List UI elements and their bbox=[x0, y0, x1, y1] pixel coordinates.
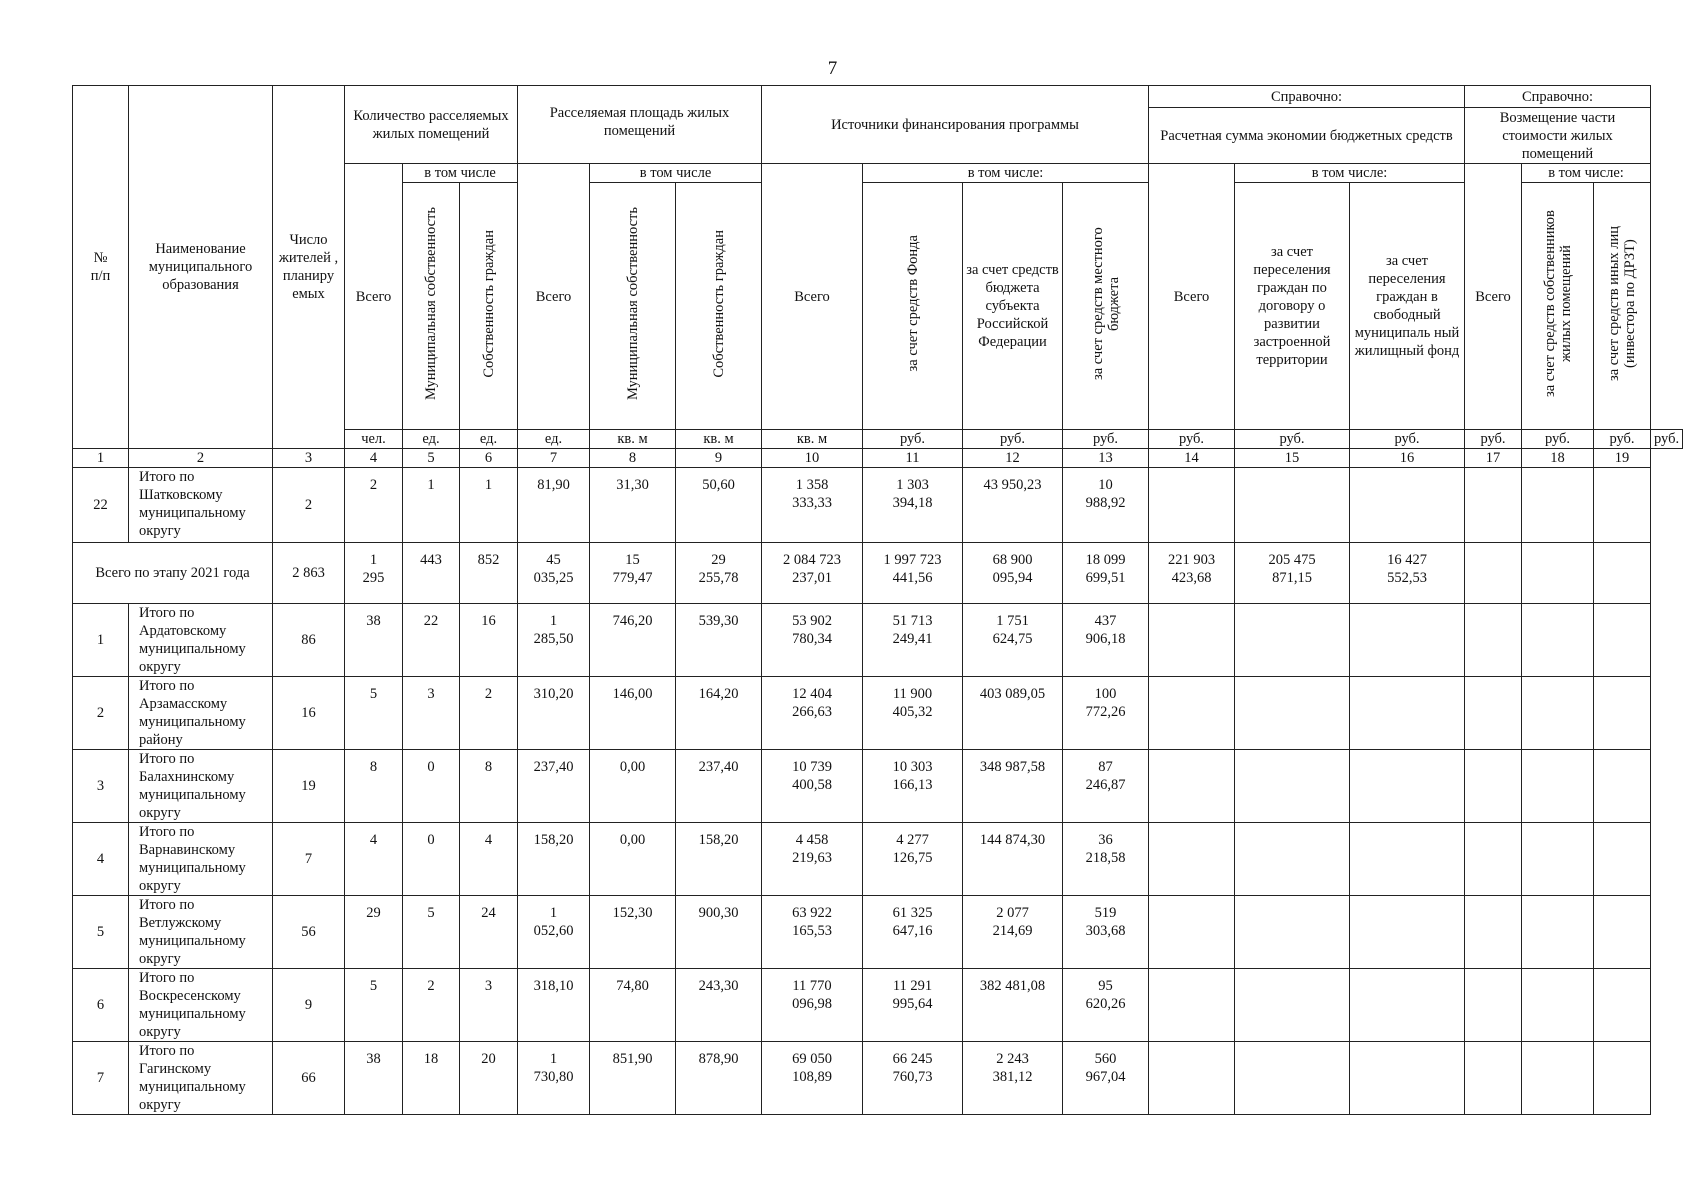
value-cell: 12 404 266,63 bbox=[762, 677, 863, 750]
value-cell: 53 902 780,34 bbox=[762, 604, 863, 677]
value-cell: 243,30 bbox=[676, 969, 762, 1042]
value-cell bbox=[1149, 823, 1235, 896]
table-row bbox=[73, 604, 1683, 677]
value-cell: 68 900 095,94 bbox=[963, 543, 1063, 604]
value-cell: 318,10 bbox=[518, 969, 590, 1042]
value-cell bbox=[1149, 677, 1235, 750]
value-cell bbox=[1235, 604, 1350, 677]
value-cell: 1 295 bbox=[345, 543, 403, 604]
value-cell: 1 303 394,18 bbox=[863, 468, 963, 543]
value-cell: 878,90 bbox=[676, 1042, 762, 1115]
header-fin-local: за счет средств местного бюджета bbox=[1063, 183, 1149, 430]
page-number: 7 bbox=[827, 58, 838, 79]
value-cell: 4 bbox=[345, 823, 403, 896]
column-number-cell: 14 bbox=[1149, 449, 1235, 468]
column-number-cell: 9 bbox=[676, 449, 762, 468]
value-cell bbox=[1594, 677, 1651, 750]
value-cell bbox=[1594, 969, 1651, 1042]
table-row bbox=[73, 543, 1683, 604]
value-cell: 2 084 723 237,01 bbox=[762, 543, 863, 604]
table-row bbox=[73, 823, 1683, 896]
unit-cell: ед. bbox=[403, 430, 460, 449]
value-cell: 10 988,92 bbox=[1063, 468, 1149, 543]
value-cell: 519 303,68 bbox=[1063, 896, 1149, 969]
value-cell: 69 050 108,89 bbox=[762, 1042, 863, 1115]
header-savings-total: Всего bbox=[1149, 164, 1235, 430]
value-cell bbox=[1465, 750, 1522, 823]
value-cell: 348 987,58 bbox=[963, 750, 1063, 823]
value-cell: 237,40 bbox=[676, 750, 762, 823]
value-cell: 38 bbox=[345, 604, 403, 677]
value-cell: 158,20 bbox=[518, 823, 590, 896]
value-cell: 66 245 760,73 bbox=[863, 1042, 963, 1115]
column-number-cell: 5 bbox=[403, 449, 460, 468]
column-number-cell: 6 bbox=[460, 449, 518, 468]
header-reimb-group: Возмещение части стоимости жилых помещений bbox=[1465, 108, 1651, 164]
value-cell: 158,20 bbox=[676, 823, 762, 896]
header-savings-free: за счет переселения граждан в свободный муниципаль ный жилищный фонд bbox=[1350, 183, 1465, 430]
value-cell: 4 bbox=[460, 823, 518, 896]
value-cell bbox=[1149, 750, 1235, 823]
row-name-cell: Всего по этапу 2021 года bbox=[73, 543, 273, 604]
value-cell bbox=[1594, 896, 1651, 969]
header-savings-dev: за счет переселения граждан по договору о развитии застроенной территории bbox=[1235, 183, 1350, 430]
value-cell: 1 997 723 441,56 bbox=[863, 543, 963, 604]
value-cell bbox=[1465, 468, 1522, 543]
value-cell: 4 458 219,63 bbox=[762, 823, 863, 896]
value-cell: 18 bbox=[403, 1042, 460, 1115]
value-cell: 146,00 bbox=[590, 677, 676, 750]
value-cell: 851,90 bbox=[590, 1042, 676, 1115]
value-cell bbox=[1235, 750, 1350, 823]
unit-cell: руб. bbox=[963, 430, 1063, 449]
value-cell: 9 bbox=[273, 969, 345, 1042]
column-number-cell: 19 bbox=[1594, 449, 1651, 468]
value-cell bbox=[1149, 468, 1235, 543]
value-cell bbox=[1149, 969, 1235, 1042]
unit-cell: руб. bbox=[1465, 430, 1522, 449]
header-residents: Число жителей , планиру емых bbox=[273, 86, 345, 449]
header-count-municipal: Муниципальная собственность bbox=[403, 183, 460, 430]
value-cell bbox=[1522, 750, 1594, 823]
value-cell bbox=[1350, 750, 1465, 823]
column-number-cell: 16 bbox=[1350, 449, 1465, 468]
header-area-citizens: Собственность граждан bbox=[676, 183, 762, 430]
row-number-cell: 5 bbox=[73, 896, 129, 969]
value-cell bbox=[1522, 969, 1594, 1042]
row-name-cell: Итого по Воскресенскому муниципальному округу bbox=[129, 969, 273, 1042]
value-cell: 63 922 165,53 bbox=[762, 896, 863, 969]
value-cell: 16 bbox=[273, 677, 345, 750]
value-cell: 3 bbox=[460, 969, 518, 1042]
value-cell: 2 077 214,69 bbox=[963, 896, 1063, 969]
value-cell: 8 bbox=[345, 750, 403, 823]
unit-cell: руб. bbox=[1149, 430, 1235, 449]
unit-cell: руб. bbox=[1350, 430, 1465, 449]
unit-cell: руб. bbox=[1063, 430, 1149, 449]
value-cell: 144 874,30 bbox=[963, 823, 1063, 896]
value-cell bbox=[1465, 823, 1522, 896]
value-cell: 7 bbox=[273, 823, 345, 896]
header-fin-incl: в том числе: bbox=[863, 164, 1149, 183]
value-cell: 0 bbox=[403, 750, 460, 823]
value-cell bbox=[1465, 1042, 1522, 1115]
value-cell bbox=[1594, 468, 1651, 543]
value-cell bbox=[1350, 677, 1465, 750]
unit-cell: ед. bbox=[460, 430, 518, 449]
value-cell: 29 bbox=[345, 896, 403, 969]
value-cell: 560 967,04 bbox=[1063, 1042, 1149, 1115]
header-fin-fund: за счет средств Фонда bbox=[863, 183, 963, 430]
header-count-citizens: Собственность граждан bbox=[460, 183, 518, 430]
value-cell: 61 325 647,16 bbox=[863, 896, 963, 969]
value-cell: 2 bbox=[273, 468, 345, 543]
value-cell: 2 bbox=[403, 969, 460, 1042]
row-number-cell: 22 bbox=[73, 468, 129, 543]
header-fin-total: Всего bbox=[762, 164, 863, 430]
value-cell bbox=[1594, 1042, 1651, 1115]
value-cell: 0 bbox=[403, 823, 460, 896]
header-reimb-incl: в том числе: bbox=[1522, 164, 1651, 183]
value-cell: 1 052,60 bbox=[518, 896, 590, 969]
value-cell bbox=[1235, 468, 1350, 543]
value-cell: 310,20 bbox=[518, 677, 590, 750]
column-number-cell: 17 bbox=[1465, 449, 1522, 468]
value-cell bbox=[1149, 896, 1235, 969]
value-cell bbox=[1350, 823, 1465, 896]
header-count-group: Количество расселяемых жилых помещений bbox=[345, 86, 518, 164]
column-number-cell: 2 bbox=[129, 449, 273, 468]
value-cell bbox=[1350, 1042, 1465, 1115]
row-name-cell: Итого по Балахнинскому муниципальному округу bbox=[129, 750, 273, 823]
value-cell: 443 bbox=[403, 543, 460, 604]
row-name-cell: Итого по Гагинскому муниципальному округу bbox=[129, 1042, 273, 1115]
value-cell bbox=[1594, 604, 1651, 677]
value-cell bbox=[1235, 823, 1350, 896]
value-cell: 50,60 bbox=[676, 468, 762, 543]
value-cell bbox=[1522, 543, 1594, 604]
row-number-cell: 2 bbox=[73, 677, 129, 750]
unit-cell: руб. bbox=[1522, 430, 1594, 449]
unit-cell: руб. bbox=[1235, 430, 1350, 449]
value-cell bbox=[1594, 823, 1651, 896]
value-cell bbox=[1350, 468, 1465, 543]
value-cell bbox=[1465, 543, 1522, 604]
value-cell bbox=[1235, 969, 1350, 1042]
unit-cell: руб. bbox=[1594, 430, 1651, 449]
value-cell: 382 481,08 bbox=[963, 969, 1063, 1042]
value-cell: 20 bbox=[460, 1042, 518, 1115]
value-cell: 29 255,78 bbox=[676, 543, 762, 604]
value-cell bbox=[1235, 1042, 1350, 1115]
value-cell: 38 bbox=[345, 1042, 403, 1115]
unit-cell: чел. bbox=[345, 430, 403, 449]
header-reimb-owners: за счет средств собственников жилых помещений bbox=[1522, 183, 1594, 430]
value-cell: 1 358 333,33 bbox=[762, 468, 863, 543]
unit-cell: руб. bbox=[863, 430, 963, 449]
row-name-cell: Итого по Шатковскому муниципальному округу bbox=[129, 468, 273, 543]
value-cell: 403 089,05 bbox=[963, 677, 1063, 750]
header-name: Наименование муниципального образования bbox=[129, 86, 273, 449]
header-num: № п/п bbox=[73, 86, 129, 449]
value-cell: 10 739 400,58 bbox=[762, 750, 863, 823]
table-row bbox=[73, 1042, 1683, 1115]
value-cell bbox=[1594, 750, 1651, 823]
value-cell bbox=[1522, 896, 1594, 969]
table-row bbox=[73, 750, 1683, 823]
header-reimb-others: за счет средств иных лиц (инвестора по ДРЗТ) bbox=[1594, 183, 1651, 430]
table-row bbox=[73, 896, 1683, 969]
value-cell: 11 770 096,98 bbox=[762, 969, 863, 1042]
unit-cell: кв. м bbox=[762, 430, 863, 449]
value-cell: 2 243 381,12 bbox=[963, 1042, 1063, 1115]
value-cell bbox=[1235, 677, 1350, 750]
value-cell: 852 bbox=[460, 543, 518, 604]
value-cell bbox=[1235, 896, 1350, 969]
value-cell bbox=[1350, 969, 1465, 1042]
row-name-cell: Итого по Арзамасскому муниципальному району bbox=[129, 677, 273, 750]
value-cell: 10 303 166,13 bbox=[863, 750, 963, 823]
unit-cell: кв. м bbox=[590, 430, 676, 449]
unit-cell: руб. bbox=[1651, 430, 1683, 449]
header-fin-subject: за счет средств бюджета субъекта Российской Федерации bbox=[963, 183, 1063, 430]
value-cell: 18 099 699,51 bbox=[1063, 543, 1149, 604]
value-cell: 1 730,80 bbox=[518, 1042, 590, 1115]
row-number-cell: 1 bbox=[73, 604, 129, 677]
value-cell bbox=[1465, 969, 1522, 1042]
value-cell bbox=[1522, 823, 1594, 896]
value-cell bbox=[1522, 1042, 1594, 1115]
column-number-cell: 13 bbox=[1063, 449, 1149, 468]
value-cell: 74,80 bbox=[590, 969, 676, 1042]
table-row bbox=[73, 468, 1683, 543]
column-number-cell: 7 bbox=[518, 449, 590, 468]
table-row bbox=[73, 969, 1683, 1042]
value-cell: 539,30 bbox=[676, 604, 762, 677]
value-cell bbox=[1149, 1042, 1235, 1115]
header-count-total: Всего bbox=[345, 164, 403, 430]
value-cell: 4 277 126,75 bbox=[863, 823, 963, 896]
row-number-cell: 6 bbox=[73, 969, 129, 1042]
value-cell: 45 035,25 bbox=[518, 543, 590, 604]
header-area-group: Расселяемая площадь жилых помещений bbox=[518, 86, 762, 164]
column-number-cell: 15 bbox=[1235, 449, 1350, 468]
row-name-cell: Итого по Ветлужскому муниципальному округу bbox=[129, 896, 273, 969]
value-cell: 11 291 995,64 bbox=[863, 969, 963, 1042]
value-cell: 437 906,18 bbox=[1063, 604, 1149, 677]
value-cell: 205 475 871,15 bbox=[1235, 543, 1350, 604]
value-cell: 5 bbox=[345, 969, 403, 1042]
row-name-cell: Итого по Варнавинскому муниципальному округу bbox=[129, 823, 273, 896]
value-cell: 1 bbox=[460, 468, 518, 543]
value-cell bbox=[1350, 604, 1465, 677]
value-cell: 86 bbox=[273, 604, 345, 677]
value-cell: 2 863 bbox=[273, 543, 345, 604]
row-number-cell: 3 bbox=[73, 750, 129, 823]
value-cell: 0,00 bbox=[590, 823, 676, 896]
value-cell: 15 779,47 bbox=[590, 543, 676, 604]
value-cell: 22 bbox=[403, 604, 460, 677]
value-cell bbox=[1149, 604, 1235, 677]
value-cell: 31,30 bbox=[590, 468, 676, 543]
value-cell: 0,00 bbox=[590, 750, 676, 823]
value-cell bbox=[1522, 468, 1594, 543]
column-number-cell: 1 bbox=[73, 449, 129, 468]
row-number-cell: 7 bbox=[73, 1042, 129, 1115]
unit-cell: ед. bbox=[518, 430, 590, 449]
value-cell: 746,20 bbox=[590, 604, 676, 677]
value-cell: 100 772,26 bbox=[1063, 677, 1149, 750]
value-cell: 81,90 bbox=[518, 468, 590, 543]
value-cell: 11 900 405,32 bbox=[863, 677, 963, 750]
header-reimb-total: Всего bbox=[1465, 164, 1522, 430]
value-cell: 56 bbox=[273, 896, 345, 969]
column-number-cell: 12 bbox=[963, 449, 1063, 468]
header-count-incl: в том числе bbox=[403, 164, 518, 183]
value-cell: 152,30 bbox=[590, 896, 676, 969]
resettlement-program-table bbox=[72, 85, 1683, 1115]
value-cell: 43 950,23 bbox=[963, 468, 1063, 543]
value-cell: 66 bbox=[273, 1042, 345, 1115]
value-cell: 1 751 624,75 bbox=[963, 604, 1063, 677]
value-cell bbox=[1465, 677, 1522, 750]
value-cell: 164,20 bbox=[676, 677, 762, 750]
value-cell: 5 bbox=[403, 896, 460, 969]
table-row bbox=[73, 677, 1683, 750]
value-cell: 36 218,58 bbox=[1063, 823, 1149, 896]
value-cell: 221 903 423,68 bbox=[1149, 543, 1235, 604]
unit-cell: кв. м bbox=[676, 430, 762, 449]
row-number-cell: 4 bbox=[73, 823, 129, 896]
header-savings-incl: в том числе: bbox=[1235, 164, 1465, 183]
value-cell: 95 620,26 bbox=[1063, 969, 1149, 1042]
value-cell: 900,30 bbox=[676, 896, 762, 969]
value-cell bbox=[1350, 896, 1465, 969]
value-cell: 5 bbox=[345, 677, 403, 750]
value-cell: 19 bbox=[273, 750, 345, 823]
header-area-municipal: Муниципальная собственность bbox=[590, 183, 676, 430]
value-cell: 237,40 bbox=[518, 750, 590, 823]
column-number-cell: 10 bbox=[762, 449, 863, 468]
header-ref1: Справочно: bbox=[1149, 86, 1465, 108]
column-number-cell: 8 bbox=[590, 449, 676, 468]
value-cell: 16 427 552,53 bbox=[1350, 543, 1465, 604]
value-cell bbox=[1522, 604, 1594, 677]
column-number-cell: 3 bbox=[273, 449, 345, 468]
value-cell: 2 bbox=[460, 677, 518, 750]
value-cell: 8 bbox=[460, 750, 518, 823]
header-area-incl: в том числе bbox=[590, 164, 762, 183]
value-cell: 16 bbox=[460, 604, 518, 677]
value-cell: 1 bbox=[403, 468, 460, 543]
row-name-cell: Итого по Ардатовскому муниципальному округу bbox=[129, 604, 273, 677]
header-ref2: Справочно: bbox=[1465, 86, 1651, 108]
value-cell: 3 bbox=[403, 677, 460, 750]
value-cell: 1 285,50 bbox=[518, 604, 590, 677]
column-number-cell: 11 bbox=[863, 449, 963, 468]
value-cell: 24 bbox=[460, 896, 518, 969]
value-cell: 51 713 249,41 bbox=[863, 604, 963, 677]
value-cell bbox=[1522, 677, 1594, 750]
column-number-cell: 4 bbox=[345, 449, 403, 468]
value-cell bbox=[1594, 543, 1651, 604]
header-area-total: Всего bbox=[518, 164, 590, 430]
value-cell bbox=[1465, 604, 1522, 677]
value-cell: 2 bbox=[345, 468, 403, 543]
column-numbers-row bbox=[73, 449, 1683, 468]
value-cell bbox=[1465, 896, 1522, 969]
header-savings-group: Расчетная сумма экономии бюджетных средств bbox=[1149, 108, 1465, 164]
value-cell: 87 246,87 bbox=[1063, 750, 1149, 823]
header-fin-group: Источники финансирования программы bbox=[762, 86, 1149, 164]
column-number-cell: 18 bbox=[1522, 449, 1594, 468]
